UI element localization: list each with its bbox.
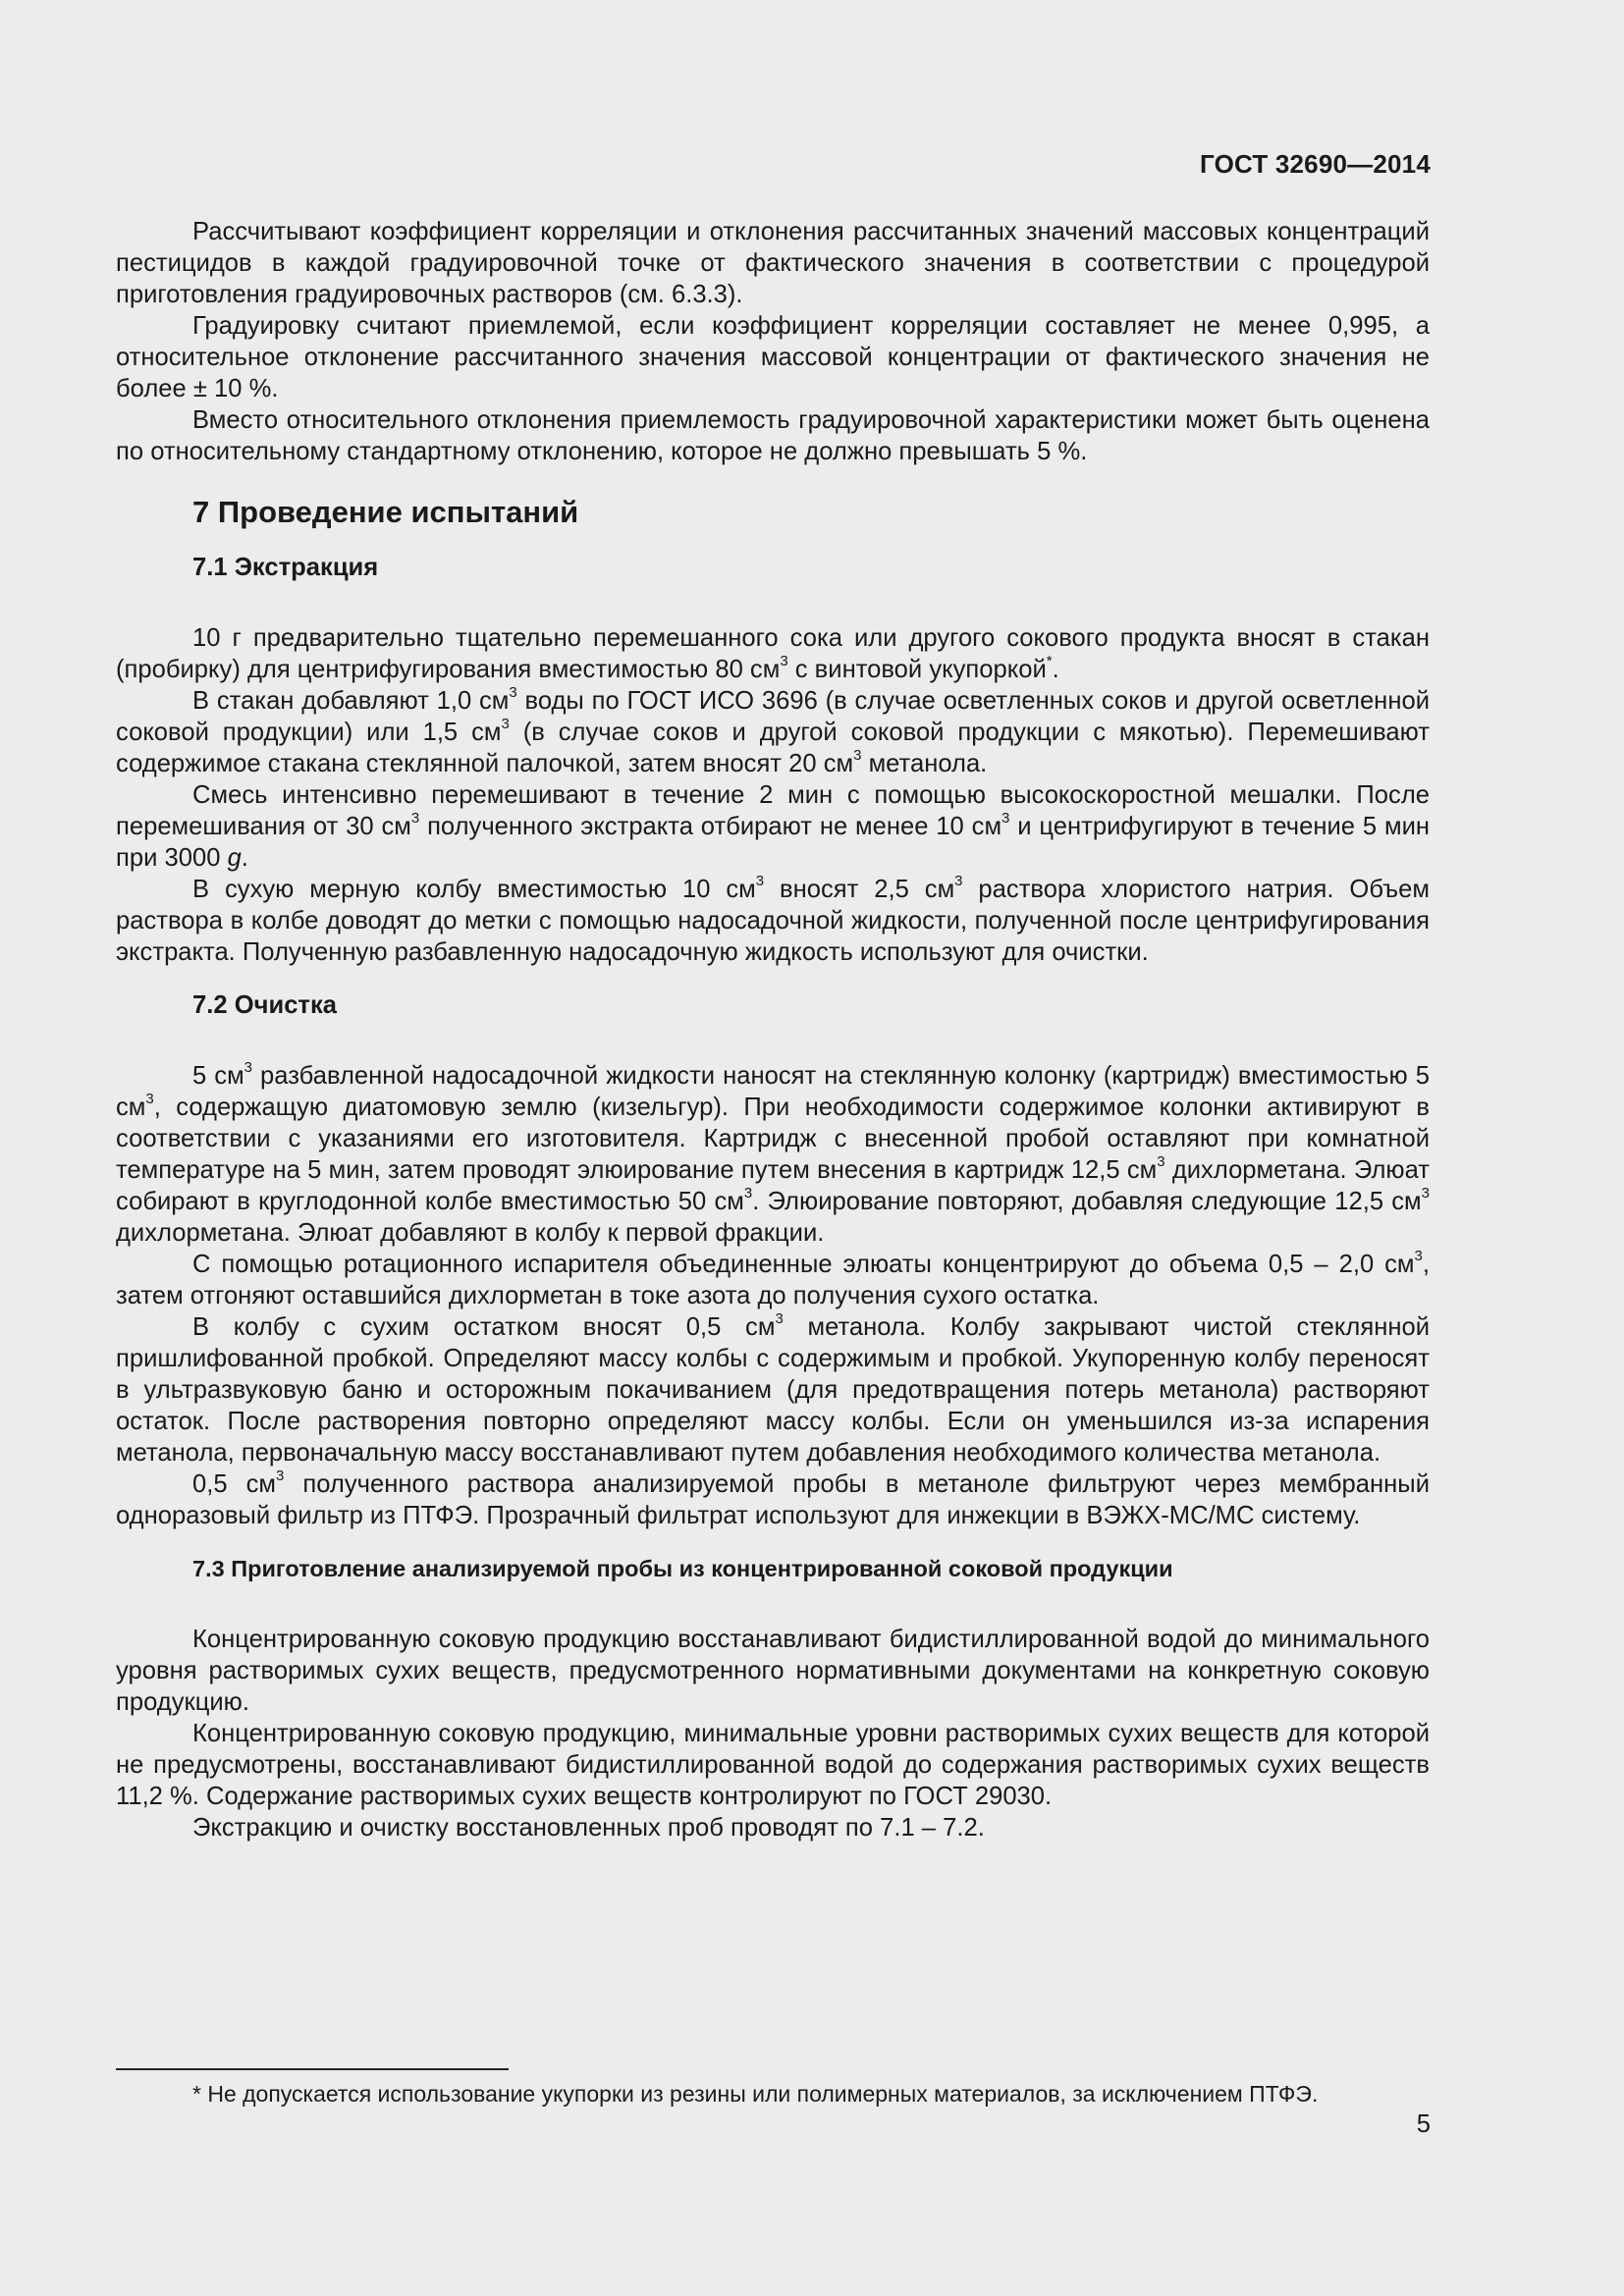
- section-7-1-heading: 7.1 Экстракция: [192, 554, 379, 581]
- s71-paragraph-4: В сухую мерную колбу вместимостью 10 $см^3$ вносят 2,5 $см^3$ раствора хлористого натрия. Объем раствора в колбе доводят до метки с помощью надосадочной жидкости, полученной после центрифугирования экстракта. Полученную разбавленную надосадочную жидкость используют для очистки.: [116, 873, 1430, 966]
- s73-paragraph-3: Экстракцию и очистку восстановленных проб проводят по 7.1 – 7.2.: [192, 1814, 985, 1842]
- section-7-3-heading: 7.3 Приготовление анализируемой пробы из концентрированной соковой продукции: [192, 1556, 1173, 1581]
- s73-paragraph-2: Концентрированную соковую продукцию, минимальные уровни растворимых сухих веществ для которой не предусмотрены, восстанавливают бидистиллированной водой до содержания растворимых сухих веществ 11,2 %. Содержание растворимых сухих веществ контролируют по ГОСТ 29030.: [116, 1720, 1430, 1810]
- section-7-2-heading: 7.2 Очистка: [192, 991, 338, 1019]
- document-header: ГОСТ 32690—2014: [1200, 149, 1431, 179]
- s73-paragraph-1: Концентрированную соковую продукцию восстанавливают бидистиллированной водой до минимального уровня растворимых сухих веществ, предусмотренного нормативными документами на конкретную соковую продукцию.: [116, 1626, 1430, 1716]
- section-7-heading: 7 Проведение испытаний: [192, 495, 579, 529]
- page-body: [116, 216, 1430, 1843]
- s72-paragraph-3: В колбу с сухим остатком вносят 0,5 $см^3$ метанола. Колбу закрывают чистой стеклянной пришлифованной пробкой. Определяют массу колбы с содержимым и пробкой. Укупоренную колбу переносят в ультразвуковую баню и осторожным покачиванием (для предотвращения потерь метанола) растворяют остаток. После растворения повторно определяют массу колбы. Если он уменьшился из-за испарения метанола, первоначальную массу восстанавливают путем добавления необходимого количества метанола.: [116, 1310, 1430, 1467]
- s72-paragraph-4: 0,5 $см^3$ полученного раствора анализируемой пробы в метаноле фильтруют через мембранный одноразовый фильтр из ПТФЭ. Прозрачный фильтрат используют для инжекции в ВЭЖХ-МС/МС систему.: [116, 1468, 1430, 1529]
- s71-paragraph-3: Смесь интенсивно перемешивают в течение 2 мин с помощью высокоскоростной мешалки. После перемешивания от 30 $см^3$ полученного экстракта отбирают не менее 10 $см^3$ и центрифугируют в течение 5 мин при 3000 g.: [116, 781, 1430, 872]
- intro-paragraph-2: Градуировку считают приемлемой, если коэффициент корреляции составляет не менее 0,995, а относительное отклонение рассчитанного значения массовой концентрации от фактического значения не более ± 10 %.: [116, 312, 1430, 402]
- footnote-separator: [116, 2068, 509, 2070]
- intro-paragraph-3: Вместо относительного отклонения приемлемость градуировочной характеристики может быть оценена по относительному стандартному отклонению, которое не должно превышать 5 %.: [116, 406, 1430, 465]
- s72-paragraph-1: 5 $см^3$ разбавленной надосадочной жидкости наносят на стеклянную колонку (картридж) вместимостью 5 $см^3$, содержащую диатомовую землю (кизельгур). При необходимости содержимое колонки активируют в соответствии с указаниями его изготовителя. Картридж с внесенной пробой оставляют при комнатной температуре на 5 мин, затем проводят элюирование путем внесения в картридж 12,5 $см^3$ дихлорметана. Элюат собирают в круглодонной колбе вместимостью 50 $см^3$. Элюирование повторяют, добавляя следующие 12,5 $см^3$ дихлорметана. Элюат добавляют в колбу к первой фракции.: [116, 1059, 1430, 1247]
- page-number: 5: [1416, 2110, 1431, 2138]
- footnote: * Не допускается использование укупорки из резины или полимерных материалов, за исключением ПТФЭ.: [192, 2081, 1319, 2107]
- s71-paragraph-2: В стакан добавляют 1,0 $см^3$ воды по ГОСТ ИСО 3696 (в случае осветленных соков и другой осветленной соковой продукции) или 1,5 $см^3$ (в случае соков и другой соковой продукции с мякотью). Перемешивают содержимое стакана стеклянной палочкой, затем вносят 20 $см^3$ метанола.: [116, 684, 1430, 777]
- footnote-marker: *: [1046, 653, 1053, 670]
- s71-paragraph-1: 10 г предварительно тщательно перемешанного сока или другого сокового продукта вносят в стакан (пробирку) для центрифугирования вместимостью 80 $см^3$ с винтовой укупоркой*.: [116, 624, 1430, 683]
- s72-paragraph-2: С помощью ротационного испарителя объединенные элюаты концентрируют до объема 0,5 – 2,0 $см^3$, затем отгоняют оставшийся дихлорметан в токе азота до получения сухого остатка.: [116, 1248, 1430, 1309]
- intro-paragraph-1: Рассчитывают коэффициент корреляции и отклонения рассчитанных значений массовых концентраций пестицидов в каждой градуировочной точке от фактического значения в соответствии с процедурой приготовления градуировочных растворов (см. 6.3.3).: [116, 218, 1430, 308]
